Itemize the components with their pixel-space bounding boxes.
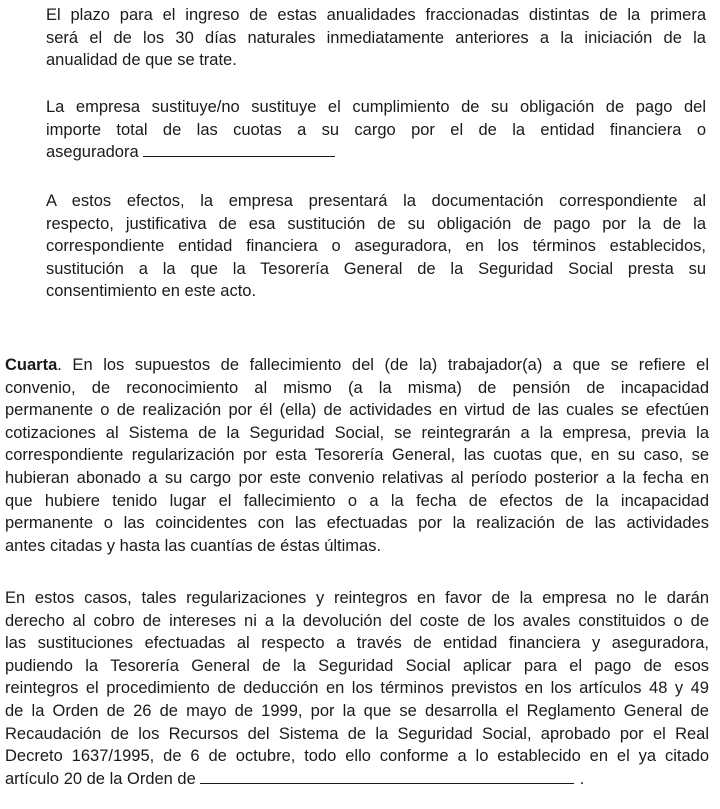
text-line: En estos casos, tales regularizaciones y reintegros en favor de la empresa no le darán xyxy=(5,589,709,607)
text-line: hubieran abonado a su cargo por este convenio relativas al período posterior a la fecha en xyxy=(5,468,709,487)
text-line: El plazo para el ingreso de estas anualidades fraccionadas distintas de la primera xyxy=(46,6,706,24)
text-line: Recaudación de los Recursos del Sistema de la Seguridad Social, aprobado por el Real xyxy=(5,724,709,743)
blank-suffix: . xyxy=(579,769,585,788)
paragraph-payment-deadline xyxy=(46,4,706,72)
text-line: correspondiente regularización por esta Tesorería General, las cuotas que, en su caso, se xyxy=(5,446,709,465)
text-line xyxy=(5,354,709,377)
text-line: cotizaciones al Sistema de la Seguridad Social, se reintegrarán a la empresa, previa la xyxy=(5,423,709,442)
text-line: de la Orden de 26 de mayo de 1999, por la que se desarrolla el Reglamento General de xyxy=(5,701,709,720)
text-line: respecto, justificativa de esa sustitución de su obligación de pago por la de la xyxy=(46,214,706,233)
clause-heading: Cuarta xyxy=(5,356,58,374)
text-line: consentimiento en este acto. xyxy=(46,282,257,301)
text-line: anualidad de que se trate. xyxy=(46,51,237,70)
text-line-with-blank xyxy=(5,768,709,791)
text-line: convenio, de reconocimiento al mismo (a la misma) de pensión de incapacidad xyxy=(5,378,709,397)
paragraph-cuarta xyxy=(5,354,709,557)
text-line-with-blank xyxy=(46,141,706,164)
insurer-blank-field[interactable] xyxy=(143,155,335,157)
paragraph-documentation xyxy=(46,190,706,303)
text-line: A estos efectos, la empresa presentará la documentación correspondiente al xyxy=(46,192,706,210)
text-line: permanente o de realización por él (ella) de actividades en virtud de las cuales se efectúen xyxy=(5,401,709,420)
text-line: pudiendo la Tesorería General de la Seguridad Social aplicar para el pago de esos xyxy=(5,656,709,675)
text-line: La empresa sustituye/no sustituye el cumplimiento de su obligación de pago del xyxy=(46,98,706,116)
text-line: las sustituciones efectuadas al respecto a través de entidad financiera y aseguradora, xyxy=(5,634,709,653)
text-line: será el de los 30 días naturales inmediatamente anteriores a la iniciación de la xyxy=(46,28,706,47)
blank-label: artículo 20 de la Orden de xyxy=(5,769,196,788)
text-line: Decreto 1637/1995, de 6 de octubre, todo ello conforme a lo establecido en el ya citado xyxy=(5,747,709,766)
order-blank-field[interactable] xyxy=(200,782,574,784)
paragraph-substitution xyxy=(46,96,706,164)
clause-intro: . En los supuestos de fallecimiento del (de la) trabajador(a) a que se refiere el xyxy=(57,356,709,374)
text-line: correspondiente entidad financiera o aseguradora, en los términos establecidos, xyxy=(46,237,706,256)
text-line: importe total de las cuotas a su cargo por el de la entidad financiera o xyxy=(46,120,706,139)
blank-label: aseguradora xyxy=(46,143,139,162)
text-line: que hubiere tenido lugar el fallecimiento o a la fecha de efectos de la incapacidad xyxy=(5,491,709,510)
text-line: sustitución a la que la Tesorería General de la Seguridad Social presta su xyxy=(46,259,706,278)
text-line: antes citadas y hasta las cuantías de éstas últimas. xyxy=(5,536,382,555)
text-line: permanente o las coincidentes con las efectuadas por la realización de las actividades xyxy=(5,514,709,533)
text-line: derecho al cobro de intereses ni a la devolución del coste de los avales constituidos o de xyxy=(5,611,709,630)
text-line: reintegros el procedimiento de deducción en los términos previstos en los artículos 48 y 49 xyxy=(5,679,709,698)
paragraph-regularizations xyxy=(5,587,709,790)
